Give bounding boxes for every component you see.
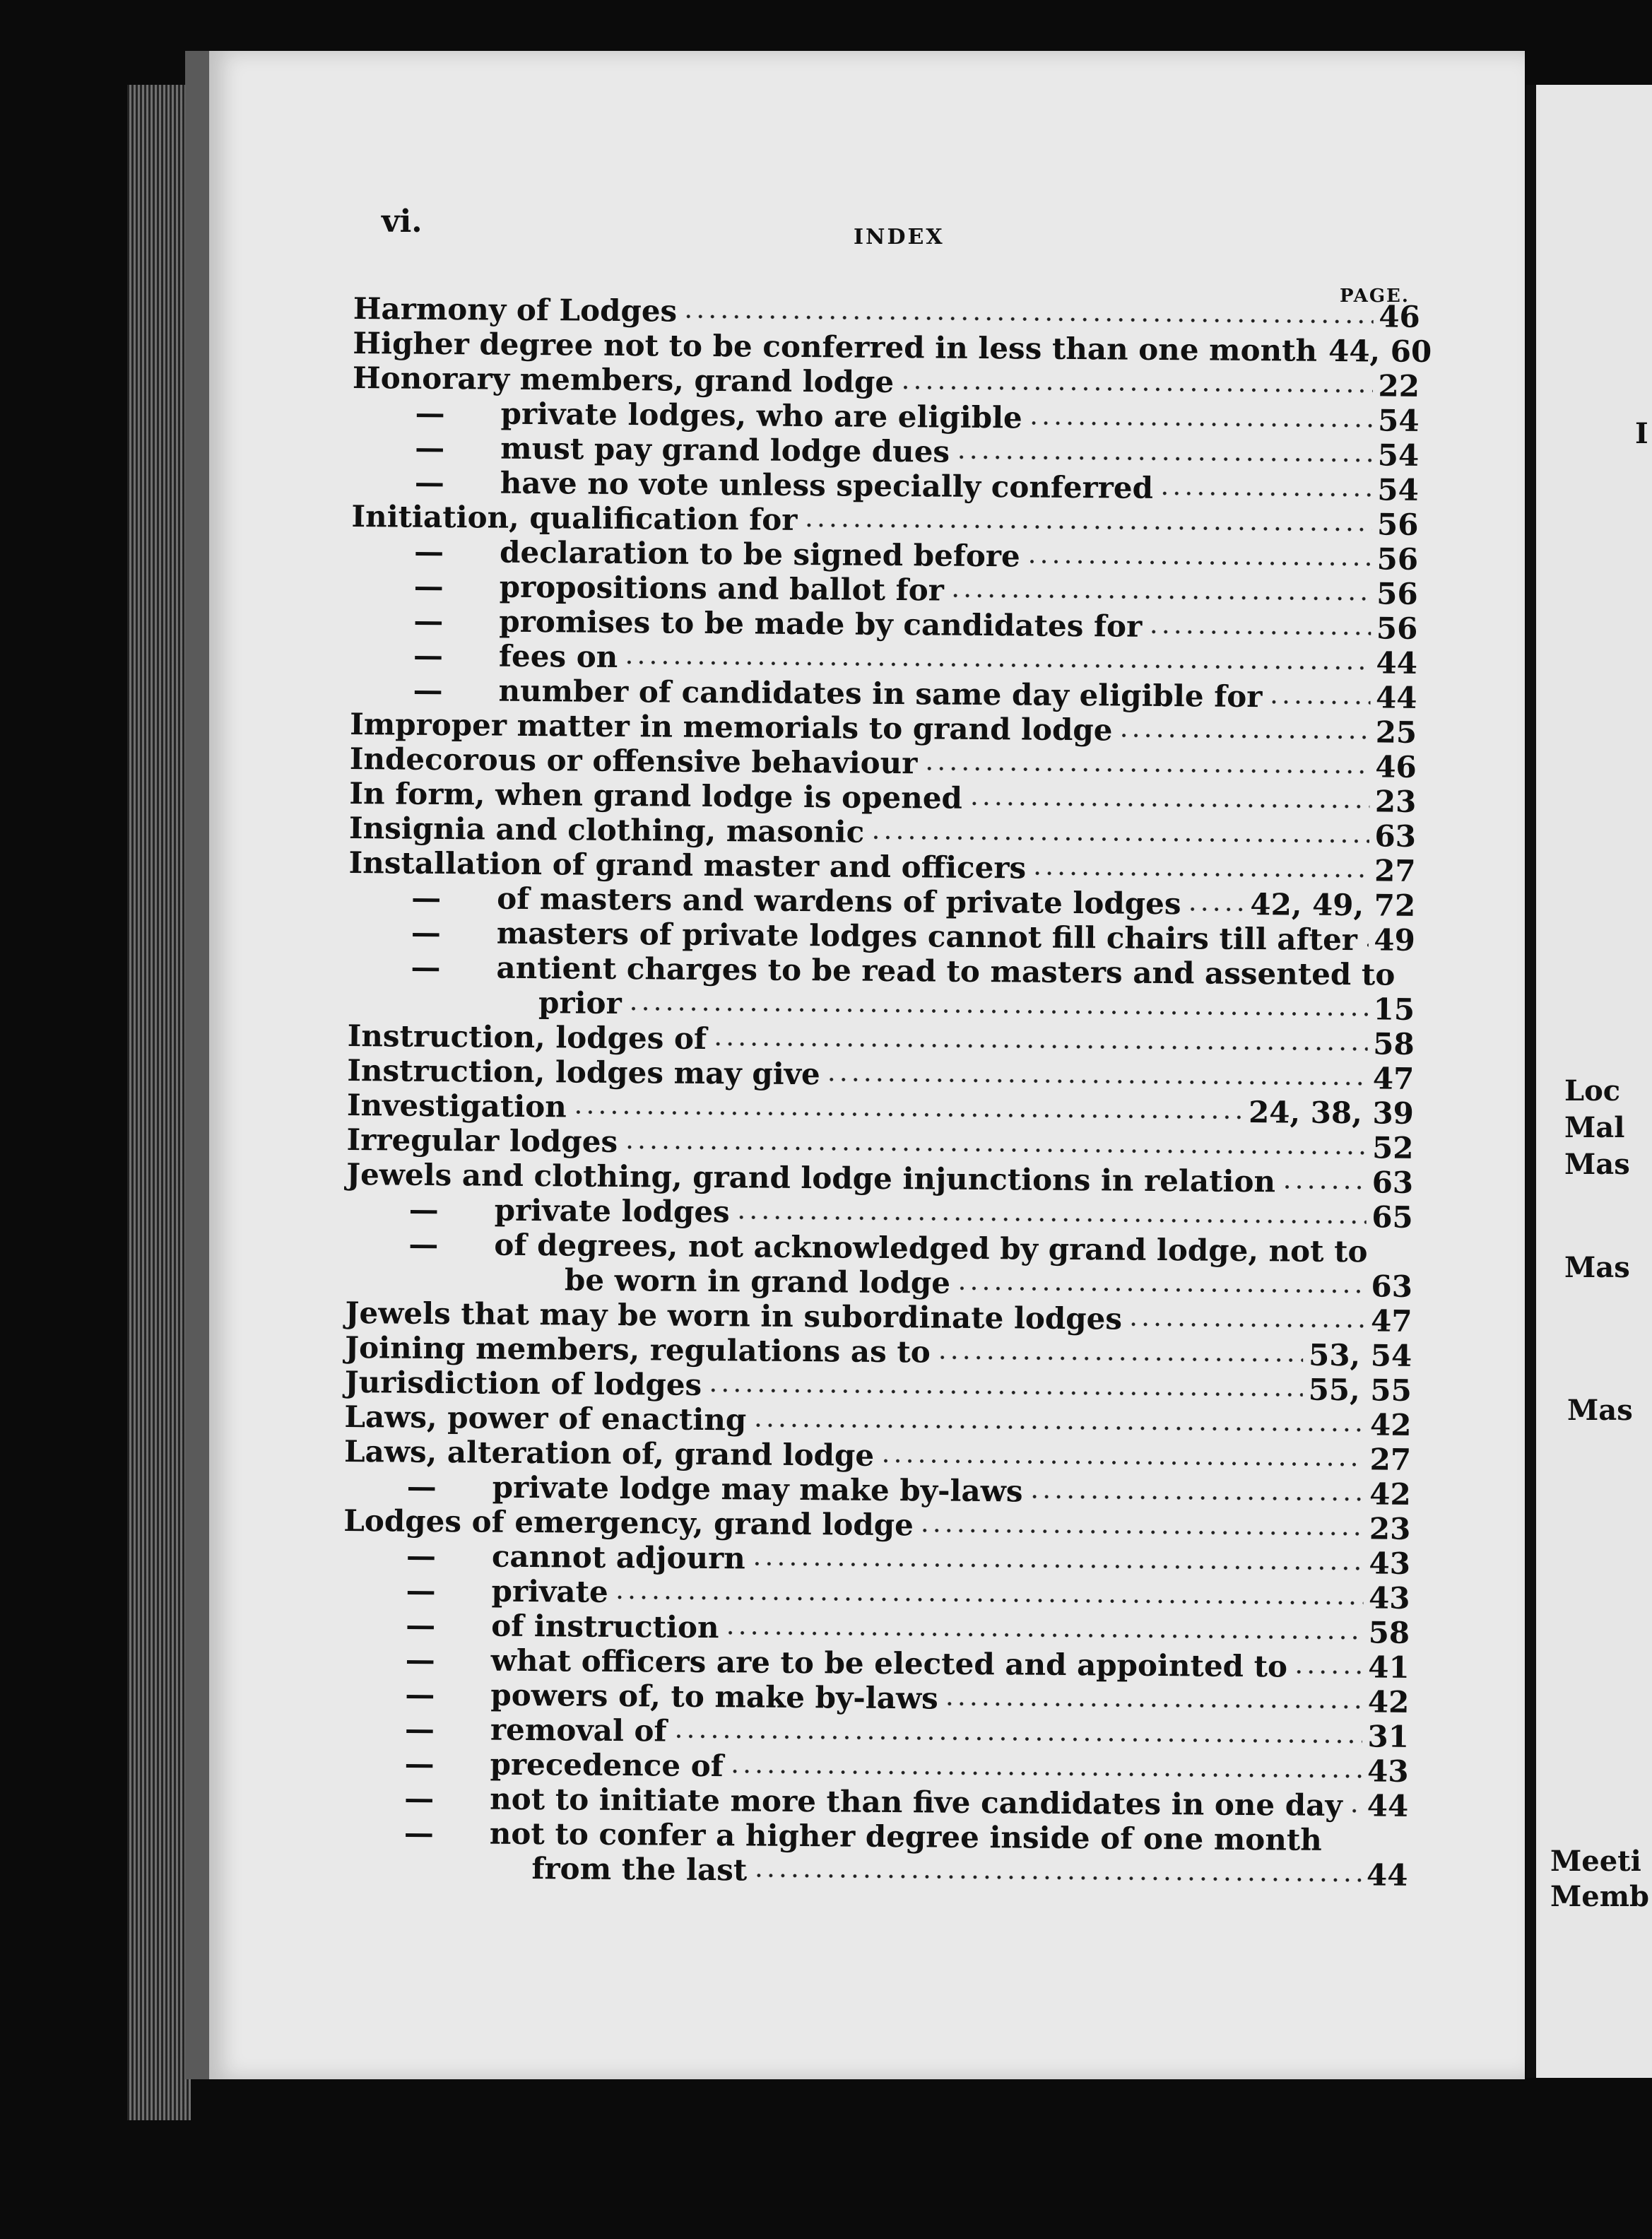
page-refs: 25: [1375, 715, 1417, 750]
facing-fragment: I: [1635, 417, 1648, 450]
index-term: private lodges: [494, 1192, 730, 1230]
page-refs: 65: [1371, 1199, 1413, 1235]
index-term: Laws, power of enacting: [344, 1399, 747, 1438]
index-term: In form, when grand lodge is opened: [349, 775, 963, 816]
page-refs: 54: [1377, 403, 1420, 438]
index-term: Installation of grand master and officers: [348, 845, 1027, 886]
index-list: [341, 291, 1432, 1893]
index-term: cannot adjourn: [491, 1539, 746, 1576]
ditto-dash: —: [403, 1815, 435, 1850]
facing-fragment: Mal: [1564, 1111, 1625, 1144]
index-term: not to confer a higher degree inside of one month: [489, 1816, 1322, 1857]
index-term: powers of, to make by-laws: [490, 1677, 938, 1716]
dot-leader: [870, 834, 1369, 845]
page-refs: 43: [1368, 1580, 1410, 1616]
index-term: Instruction, lodges of: [347, 1018, 707, 1056]
dot-leader: [1281, 1183, 1367, 1191]
index-term: Improper matter in memorials to grand lodge: [349, 706, 1113, 748]
index-term: removal of: [490, 1712, 667, 1749]
page-refs: 55, 55: [1308, 1372, 1412, 1408]
dot-leader: [923, 765, 1369, 775]
page-refs: 44: [1367, 1788, 1409, 1823]
ditto-dash: —: [413, 568, 444, 604]
page-refs: 27: [1369, 1442, 1412, 1477]
index-term: Harmony of Lodges: [353, 291, 678, 329]
index-term: must pay grand lodge dues: [500, 430, 950, 469]
page-refs: 44: [1376, 645, 1418, 681]
ditto-dash: —: [408, 1192, 439, 1227]
index-term: of instruction: [490, 1608, 719, 1645]
dot-leader: [1128, 1321, 1365, 1330]
page-refs: 43: [1369, 1546, 1411, 1581]
dot-leader: [1268, 698, 1370, 706]
dot-leader: [614, 1594, 1363, 1606]
index-term: precedence of: [490, 1746, 724, 1784]
dot-leader: [1028, 1493, 1364, 1503]
dot-leader: [736, 1213, 1367, 1226]
dot-leader: [950, 592, 1371, 603]
index-term: of degrees, not acknowledged by grand lodge, not to: [494, 1227, 1368, 1269]
index-term: propositions and ballot for: [499, 569, 945, 608]
dot-leader: [826, 1076, 1367, 1087]
index-term: Jurisdiction of lodges: [344, 1364, 702, 1402]
index-term: private lodge may make by-laws: [492, 1469, 1023, 1509]
facing-fragment: Loc: [1564, 1074, 1621, 1107]
index-term: masters of private lodges cannot fill chairs till after: [496, 915, 1358, 958]
dot-leader: [919, 1527, 1364, 1537]
ditto-dash: —: [408, 1226, 439, 1262]
index-term: private lodges, who are eligible: [500, 396, 1022, 435]
page-refs: 27: [1374, 853, 1416, 888]
page-refs: 63: [1371, 1165, 1414, 1200]
page-column-label: PAGE.: [1340, 286, 1410, 307]
index-term: Irregular lodges: [346, 1122, 618, 1159]
index-term: Indecorous or offensive behaviour: [349, 741, 918, 781]
page-edges: [127, 85, 191, 2120]
ditto-dash: —: [413, 637, 444, 674]
index-term: of masters and wardens of private lodges: [497, 881, 1181, 922]
running-head: INDEX: [854, 225, 945, 249]
page-refs: 15: [1373, 992, 1415, 1027]
dot-leader: [683, 313, 1373, 326]
page-refs: 49: [1374, 922, 1416, 958]
dot-leader: [712, 1040, 1367, 1052]
dot-leader: [1118, 732, 1369, 741]
ditto-dash: —: [405, 1642, 435, 1677]
dot-leader: [572, 1108, 1243, 1120]
page-refs: 42: [1369, 1407, 1412, 1442]
index-term: number of candidates in same day eligible for: [498, 673, 1263, 715]
index-term: Instruction, lodges may give: [347, 1052, 820, 1092]
dot-leader: [623, 1144, 1367, 1156]
dot-leader: [1159, 490, 1371, 498]
index-term: private: [491, 1573, 608, 1609]
index-term: Initiation, qualification for: [351, 498, 798, 537]
dot-leader: [724, 1629, 1362, 1641]
dot-leader: [936, 1354, 1303, 1364]
ditto-dash: —: [406, 1469, 437, 1504]
index-term: prior: [538, 985, 622, 1021]
page-refs: 56: [1376, 541, 1419, 577]
facing-fragment: Mas: [1567, 1394, 1633, 1427]
page-refs: 47: [1372, 1061, 1415, 1096]
ditto-dash: —: [404, 1746, 435, 1781]
dot-leader: [803, 522, 1371, 533]
dot-leader: [944, 1700, 1362, 1711]
index-term: promises to be made by candidates for: [499, 604, 1143, 644]
ditto-dash: —: [405, 1676, 435, 1712]
page-refs: 42, 49, 72: [1250, 886, 1416, 923]
index-term: Jewels and clothing, grand lodge injunctions in relation: [346, 1156, 1276, 1199]
index-term: Lodges of emergency, grand lodge: [343, 1503, 914, 1543]
index-term: from the last: [531, 1851, 748, 1888]
page-refs: 54: [1377, 472, 1420, 507]
ditto-dash: —: [415, 395, 445, 431]
page-refs: 44: [1375, 680, 1417, 715]
page-refs: 63: [1374, 818, 1417, 854]
dot-leader: [627, 1005, 1368, 1018]
folio-number: vi.: [382, 204, 423, 240]
index-term: declaration to be signed before: [499, 534, 1020, 574]
index-term: Higher degree not to be conferred in less than one month: [353, 325, 1318, 368]
page-refs: 44, 60: [1328, 333, 1432, 369]
page-refs: 63: [1371, 1269, 1413, 1304]
page-refs: 23: [1369, 1511, 1411, 1546]
index-term: antient charges to be read to masters and assented to: [496, 950, 1396, 992]
dot-leader: [751, 1560, 1364, 1572]
dot-leader: [899, 384, 1372, 394]
index-term: Investigation: [346, 1087, 567, 1124]
dot-leader: [1293, 1669, 1362, 1676]
page-refs: 24, 38, 39: [1248, 1094, 1415, 1131]
ditto-dash: —: [413, 534, 444, 570]
facing-fragment: Memb: [1550, 1880, 1650, 1913]
page-refs: 58: [1368, 1615, 1410, 1650]
ditto-dash: —: [404, 1780, 435, 1816]
page-refs: 46: [1379, 299, 1420, 334]
index-term: Insignia and clothing, masonic: [348, 810, 865, 850]
ditto-dash: —: [413, 603, 444, 639]
page-refs: 47: [1370, 1303, 1412, 1339]
dot-leader: [753, 1872, 1361, 1884]
ditto-dash: —: [406, 1538, 437, 1573]
page-refs: 56: [1376, 507, 1419, 542]
dot-leader: [1032, 870, 1369, 880]
dot-leader: [880, 1457, 1364, 1468]
ditto-dash: —: [404, 1711, 435, 1746]
dot-leader: [1028, 420, 1372, 430]
facing-page: [1526, 85, 1652, 2078]
dot-leader: [968, 800, 1369, 810]
page-refs: 43: [1367, 1753, 1409, 1789]
facing-fragment: Meeti: [1550, 1845, 1641, 1878]
page-refs: 52: [1371, 1130, 1414, 1165]
index-term: have no vote unless specially conferred: [500, 465, 1154, 505]
index-term: Jewels that may be worn in subordinate lodges: [345, 1295, 1123, 1336]
index-term: Honorary members, grand lodge: [352, 360, 895, 400]
dot-leader: [1026, 558, 1371, 568]
dot-leader: [673, 1733, 1362, 1746]
dot-leader: [1348, 1807, 1362, 1814]
page-refs: 22: [1378, 368, 1420, 404]
page-refs: 44: [1366, 1857, 1408, 1893]
index-term: not to initiate more than five candidates in one day: [490, 1781, 1343, 1823]
ditto-dash: —: [405, 1607, 436, 1642]
page-refs: 56: [1376, 576, 1418, 611]
page-refs: 53, 54: [1308, 1337, 1412, 1373]
ditto-dash: —: [411, 880, 442, 916]
dot-leader: [956, 1285, 1366, 1295]
page-refs: 23: [1374, 784, 1417, 819]
index-term: fees on: [498, 638, 618, 674]
page-refs: 54: [1377, 437, 1420, 473]
dot-leader: [623, 659, 1370, 671]
page-refs: 41: [1368, 1650, 1410, 1685]
page-refs: 42: [1367, 1684, 1410, 1720]
page-refs: 56: [1376, 611, 1418, 646]
facing-fragment: Mas: [1564, 1251, 1630, 1284]
dot-leader: [729, 1768, 1362, 1780]
dot-leader: [1186, 905, 1244, 913]
dot-leader: [955, 454, 1372, 464]
dot-leader: [1363, 941, 1369, 948]
index-term: what officers are to be elected and appointed to: [490, 1642, 1288, 1684]
page-refs: 31: [1367, 1719, 1410, 1754]
index-term: Laws, alteration of, grand lodge: [343, 1433, 875, 1473]
ditto-dash: —: [406, 1573, 436, 1608]
dot-leader: [707, 1387, 1303, 1399]
page-refs: 46: [1375, 749, 1417, 784]
ditto-dash: —: [415, 430, 445, 466]
ditto-dash: —: [411, 915, 442, 951]
facing-fragment: Mas: [1564, 1148, 1630, 1181]
page-refs: 58: [1373, 1026, 1415, 1062]
dot-leader: [1147, 628, 1371, 637]
index-term: Joining members, regulations as to: [345, 1329, 931, 1370]
page-refs: 42: [1369, 1476, 1411, 1512]
ditto-dash: —: [413, 672, 443, 708]
index-term: be worn in grand lodge: [564, 1262, 951, 1300]
ditto-dash: —: [411, 949, 441, 985]
dot-leader: [752, 1421, 1364, 1433]
ditto-dash: —: [414, 464, 445, 500]
